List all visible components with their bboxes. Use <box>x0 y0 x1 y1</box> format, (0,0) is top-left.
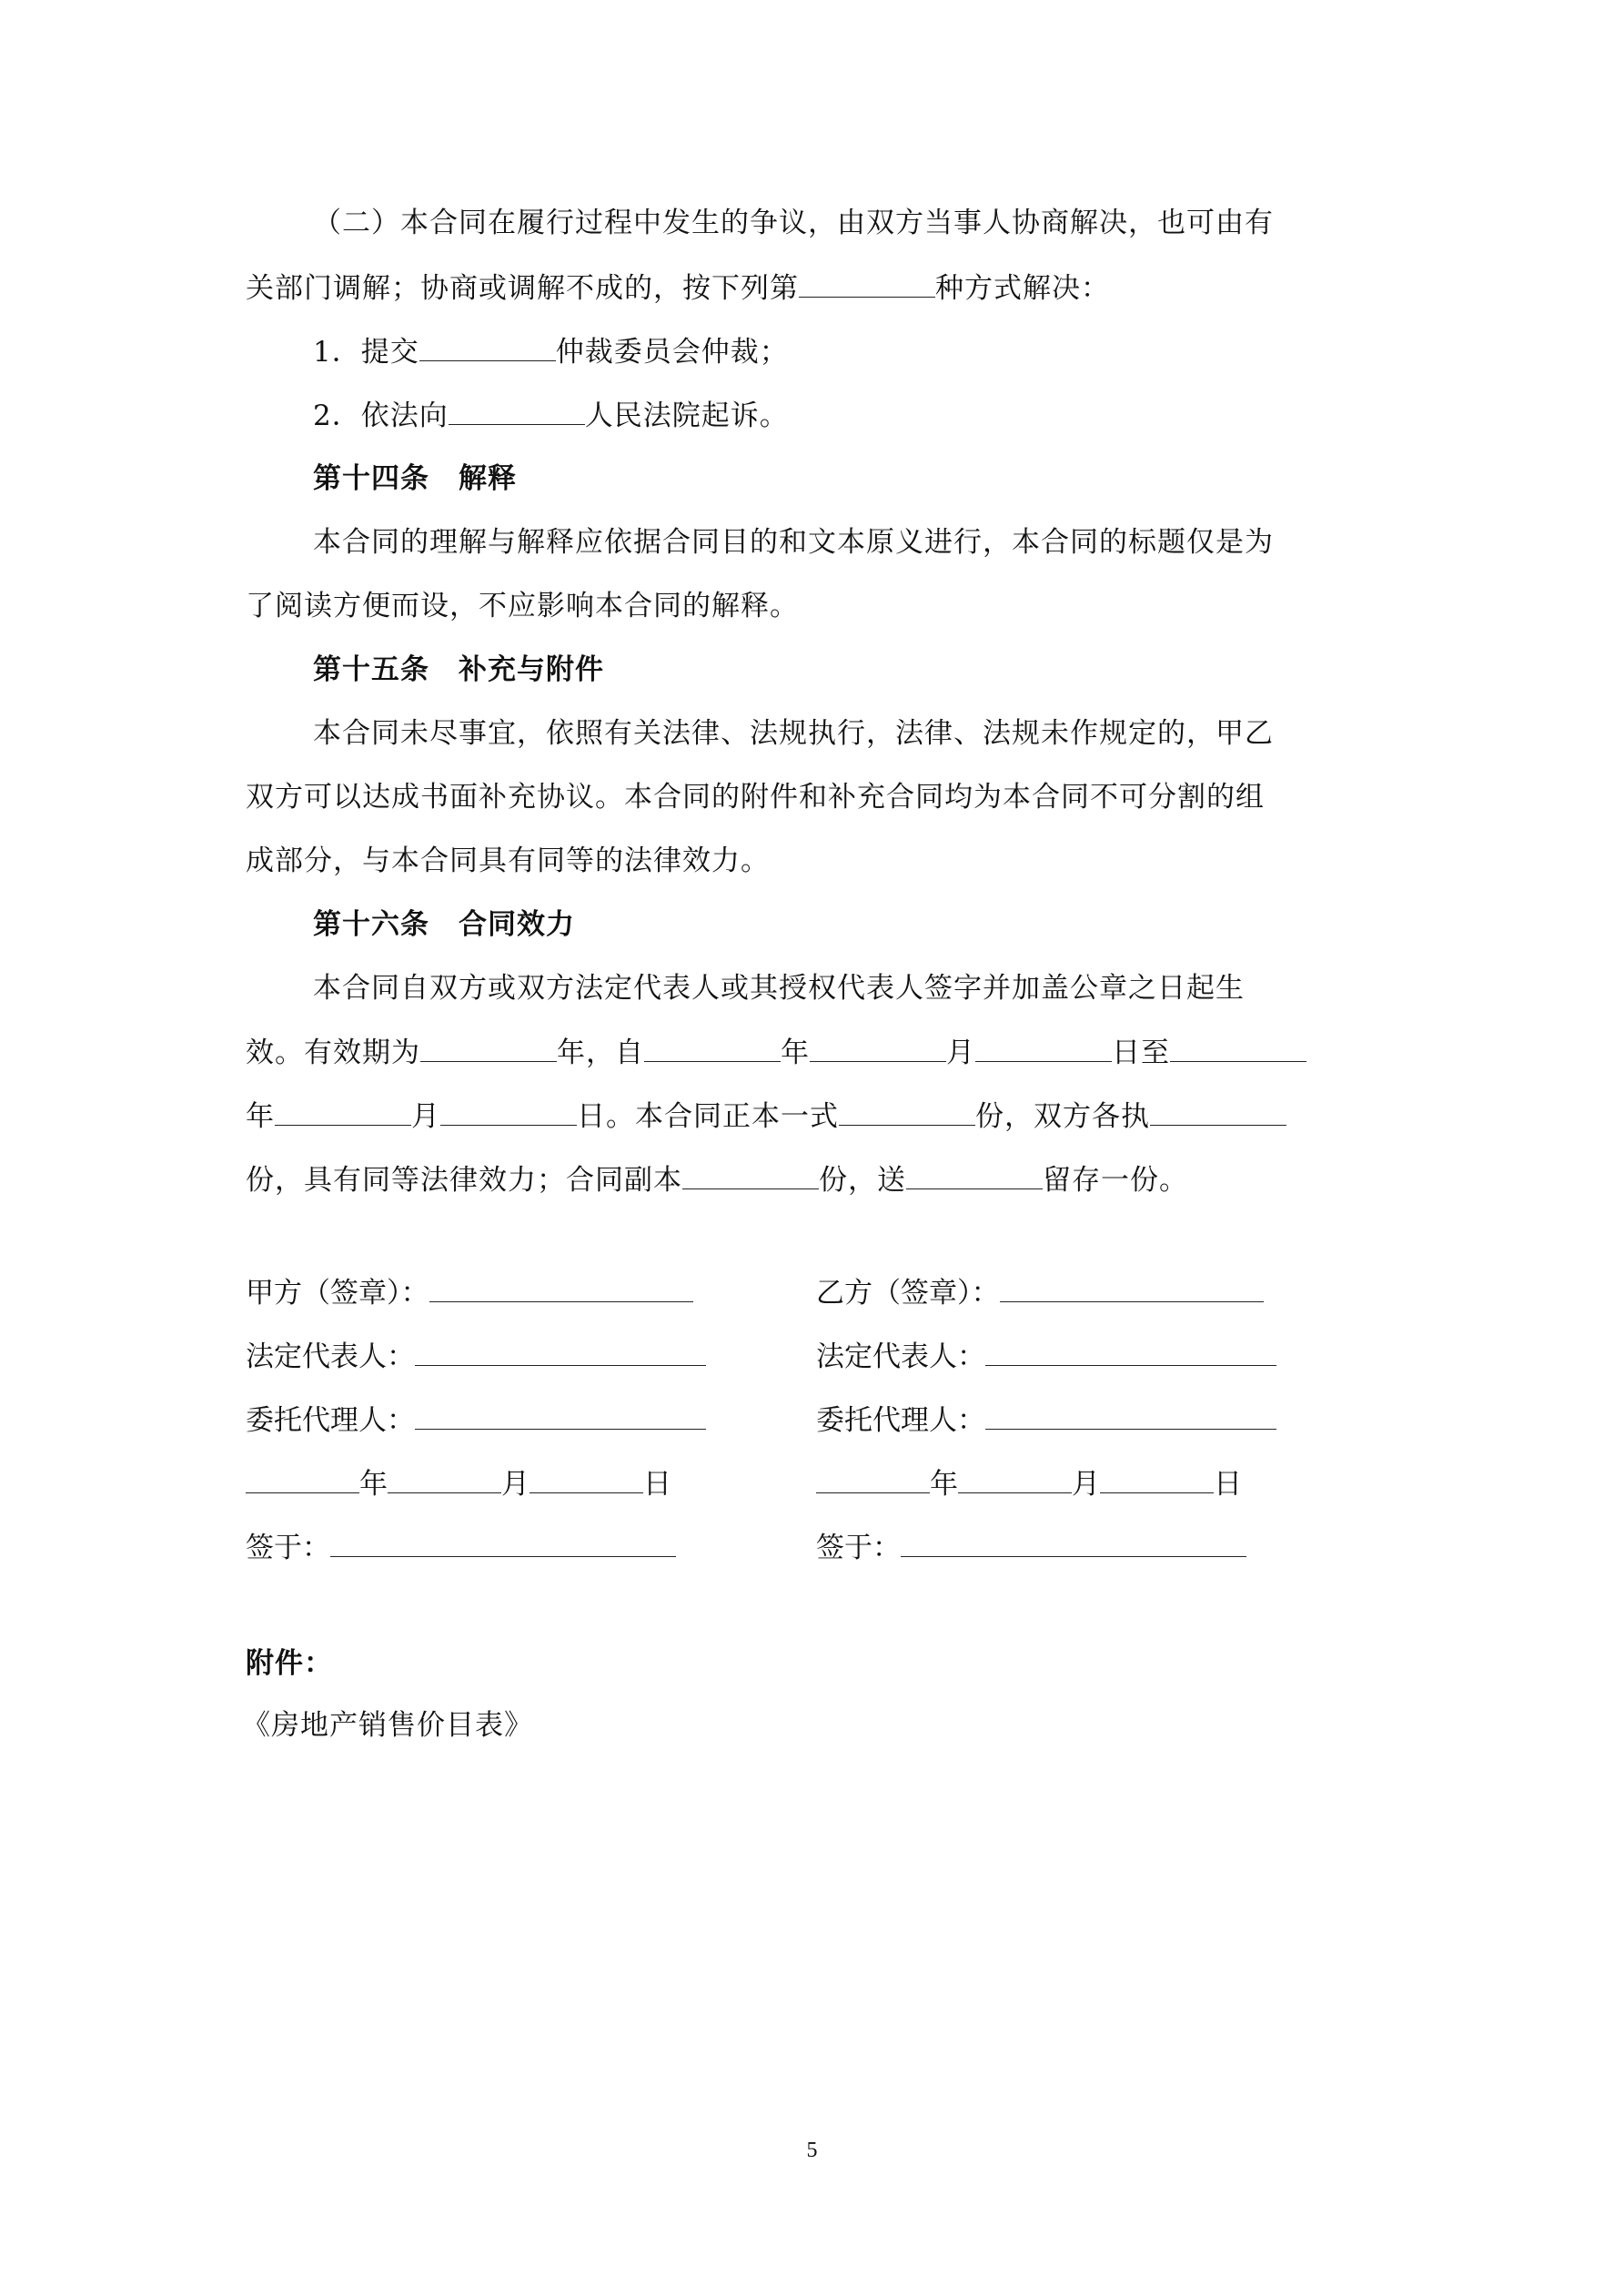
party-b-day-blank[interactable] <box>1100 1465 1214 1493</box>
start-month-blank[interactable] <box>810 1034 946 1062</box>
attachment-item: 《房地产销售价目表》 <box>242 1709 533 1742</box>
party-b-legal-rep-blank[interactable] <box>985 1338 1276 1366</box>
duplicate-copies-blank[interactable] <box>682 1161 819 1189</box>
party-b-month-blank[interactable] <box>958 1465 1072 1493</box>
end-year-blank[interactable] <box>1170 1034 1306 1062</box>
article-16-validity-line: 效。有效期为 年，自 年 月 日至 <box>246 1034 1306 1071</box>
article-16-text: 本合同自双方或双方法定代表人或其授权代表人签字并加盖公章之日起生 <box>313 972 1245 1005</box>
method-number-blank[interactable] <box>799 269 935 298</box>
article-14-heading: 第十四条 解释 <box>313 462 517 495</box>
party-a-agent-blank[interactable] <box>415 1401 706 1430</box>
article-16-heading: 第十六条 合同效力 <box>313 908 575 941</box>
party-a-signed-at-blank[interactable] <box>330 1529 676 1557</box>
party-a-month-blank[interactable] <box>388 1465 501 1493</box>
court-blank[interactable] <box>449 397 585 425</box>
party-a-legal-rep-blank[interactable] <box>415 1338 706 1366</box>
party-b-agent-field: 委托代理人： <box>816 1401 1276 1439</box>
end-day-blank[interactable] <box>440 1097 577 1126</box>
article-15-text: 本合同未尽事宜，依照有关法律、法规执行，法律、法规未作规定的，甲乙 <box>313 717 1274 750</box>
article-16-copies-line: 年 月 日。本合同正本一式 份，双方各执 <box>246 1097 1286 1135</box>
article-15-text: 双方可以达成书面补充协议。本合同的附件和补充合同均为本合同不可分割的组 <box>246 781 1265 814</box>
party-a-legal-rep-field: 法定代表人： <box>246 1338 706 1375</box>
attachment-label: 附件： <box>246 1647 333 1680</box>
party-b-signed-at-blank[interactable] <box>901 1529 1246 1557</box>
party-a-signed-at-field: 签于： <box>246 1529 676 1566</box>
validity-years-blank[interactable] <box>420 1034 557 1062</box>
start-day-blank[interactable] <box>975 1034 1112 1062</box>
archive-recipient-blank[interactable] <box>906 1161 1043 1189</box>
party-b-seal-blank[interactable] <box>1000 1274 1264 1302</box>
party-b-agent-blank[interactable] <box>985 1401 1276 1430</box>
article-16-duplicates-line: 份，具有同等法律效力；合同副本 份，送 留存一份。 <box>246 1161 1188 1199</box>
party-a-seal-field: 甲方（签章）： <box>246 1274 693 1311</box>
article-15-heading: 第十五条 补充与附件 <box>313 653 604 686</box>
party-a-day-blank[interactable] <box>530 1465 643 1493</box>
original-copies-blank[interactable] <box>839 1097 975 1126</box>
copies-each-party-blank[interactable] <box>1150 1097 1286 1126</box>
party-b-legal-rep-field: 法定代表人： <box>816 1338 1276 1375</box>
party-b-year-blank[interactable] <box>816 1465 930 1493</box>
party-a-year-blank[interactable] <box>246 1465 359 1493</box>
dispute-paragraph-line: （二）本合同在履行过程中发生的争议，由双方当事人协商解决，也可由有 <box>313 207 1274 239</box>
party-a-date-field: 年 月 日 <box>246 1465 671 1502</box>
article-15-text: 成部分，与本合同具有同等的法律效力。 <box>246 845 770 877</box>
arbitration-committee-blank[interactable] <box>419 333 556 361</box>
dispute-option-2: 2．依法向 人民法院起诉。 <box>313 397 789 434</box>
end-month-blank[interactable] <box>275 1097 411 1126</box>
page-number: 5 <box>806 2139 818 2162</box>
party-a-agent-field: 委托代理人： <box>246 1401 706 1439</box>
article-14-text: 了阅读方便而设，不应影响本合同的解释。 <box>246 590 799 622</box>
party-b-date-field: 年 月 日 <box>816 1465 1242 1502</box>
dispute-paragraph-line: 关部门调解；协商或调解不成的，按下列第 种方式解决： <box>246 269 1110 307</box>
party-b-seal-field: 乙方（签章）： <box>816 1274 1264 1311</box>
party-a-seal-blank[interactable] <box>429 1274 693 1302</box>
article-14-text: 本合同的理解与解释应依据合同目的和文本原义进行，本合同的标题仅是为 <box>313 526 1274 559</box>
dispute-option-1: 1．提交 仲裁委员会仲裁； <box>313 333 789 370</box>
party-b-signed-at-field: 签于： <box>816 1529 1246 1566</box>
start-year-blank[interactable] <box>644 1034 781 1062</box>
